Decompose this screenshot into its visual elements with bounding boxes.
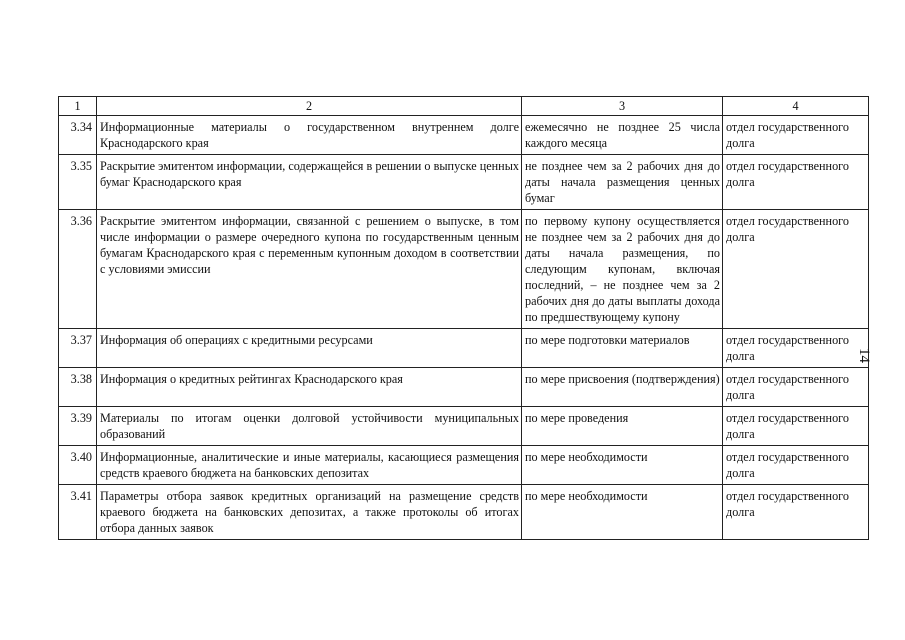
row-number: 3.35: [59, 155, 97, 210]
row-description: Параметры отбора заявок кредитных организаций на размещение средств краевого бюджета на банковских депозитах, а также протоколы об итогах отбора данных заявок: [97, 485, 522, 540]
row-number: 3.39: [59, 407, 97, 446]
table-row: [59, 210, 869, 329]
row-deadline: не позднее чем за 2 рабочих дня до даты начала размещения ценных бумаг: [522, 155, 723, 210]
row-department: отдел государственного долга: [723, 485, 869, 540]
row-deadline: по мере необходимости: [522, 485, 723, 540]
row-description: Информация о кредитных рейтингах Краснодарского края: [97, 368, 522, 407]
row-deadline: по мере необходимости: [522, 446, 723, 485]
page-number: 14: [856, 348, 872, 363]
table-header: [59, 97, 869, 116]
row-department: отдел государственного долга: [723, 116, 869, 155]
header-col-2: 2: [97, 97, 522, 116]
table-row: [59, 407, 869, 446]
table-row: [59, 155, 869, 210]
row-department: отдел государственного долга: [723, 446, 869, 485]
row-description: Информация об операциях с кредитными ресурсами: [97, 329, 522, 368]
row-deadline: по мере подготовки материалов: [522, 329, 723, 368]
row-number: 3.41: [59, 485, 97, 540]
header-row: [59, 97, 869, 116]
row-deadline: по мере проведения: [522, 407, 723, 446]
row-number: 3.37: [59, 329, 97, 368]
row-department: отдел государственного долга: [723, 368, 869, 407]
row-number: 3.38: [59, 368, 97, 407]
row-description: Раскрытие эмитентом информации, связанной с решением о выпуске, в том числе информации о размере очередного купона по государственным ценным бумагам Краснодарского края с переменным купонным доходом в соответствии с условиями эмиссии: [97, 210, 522, 329]
row-deadline: ежемесячно не позднее 25 числа каждого месяца: [522, 116, 723, 155]
row-department: отдел государственного долга: [723, 155, 869, 210]
row-deadline: по первому купону осуществляется не позднее чем за 2 рабочих дня до даты начала размещения, по следующим купонам, включая последний, – не позднее чем за 2 рабочих дня до даты выплаты дохода по предшествующему купону: [522, 210, 723, 329]
row-department: отдел государственного долга: [723, 329, 869, 368]
table-body: [59, 116, 869, 540]
header-col-3: 3: [522, 97, 723, 116]
document-table: [58, 96, 869, 540]
table-row: [59, 485, 869, 540]
header-col-1: 1: [59, 97, 97, 116]
row-number: 3.40: [59, 446, 97, 485]
table-row: [59, 329, 869, 368]
row-number: 3.36: [59, 210, 97, 329]
row-deadline: по мере присвоения (подтверждения): [522, 368, 723, 407]
row-department: отдел государственного долга: [723, 210, 869, 329]
row-description: Материалы по итогам оценки долговой устойчивости муниципальных образований: [97, 407, 522, 446]
row-description: Раскрытие эмитентом информации, содержащейся в решении о выпуске ценных бумаг Краснодарского края: [97, 155, 522, 210]
row-department: отдел государственного долга: [723, 407, 869, 446]
row-number: 3.34: [59, 116, 97, 155]
row-description: Информационные материалы о государственном внутреннем долге Краснодарского края: [97, 116, 522, 155]
row-description: Информационные, аналитические и иные материалы, касающиеся размещения средств краевого бюджета на банковских депозитах: [97, 446, 522, 485]
header-col-4: 4: [723, 97, 869, 116]
table-row: [59, 446, 869, 485]
table-row: [59, 116, 869, 155]
table-row: [59, 368, 869, 407]
